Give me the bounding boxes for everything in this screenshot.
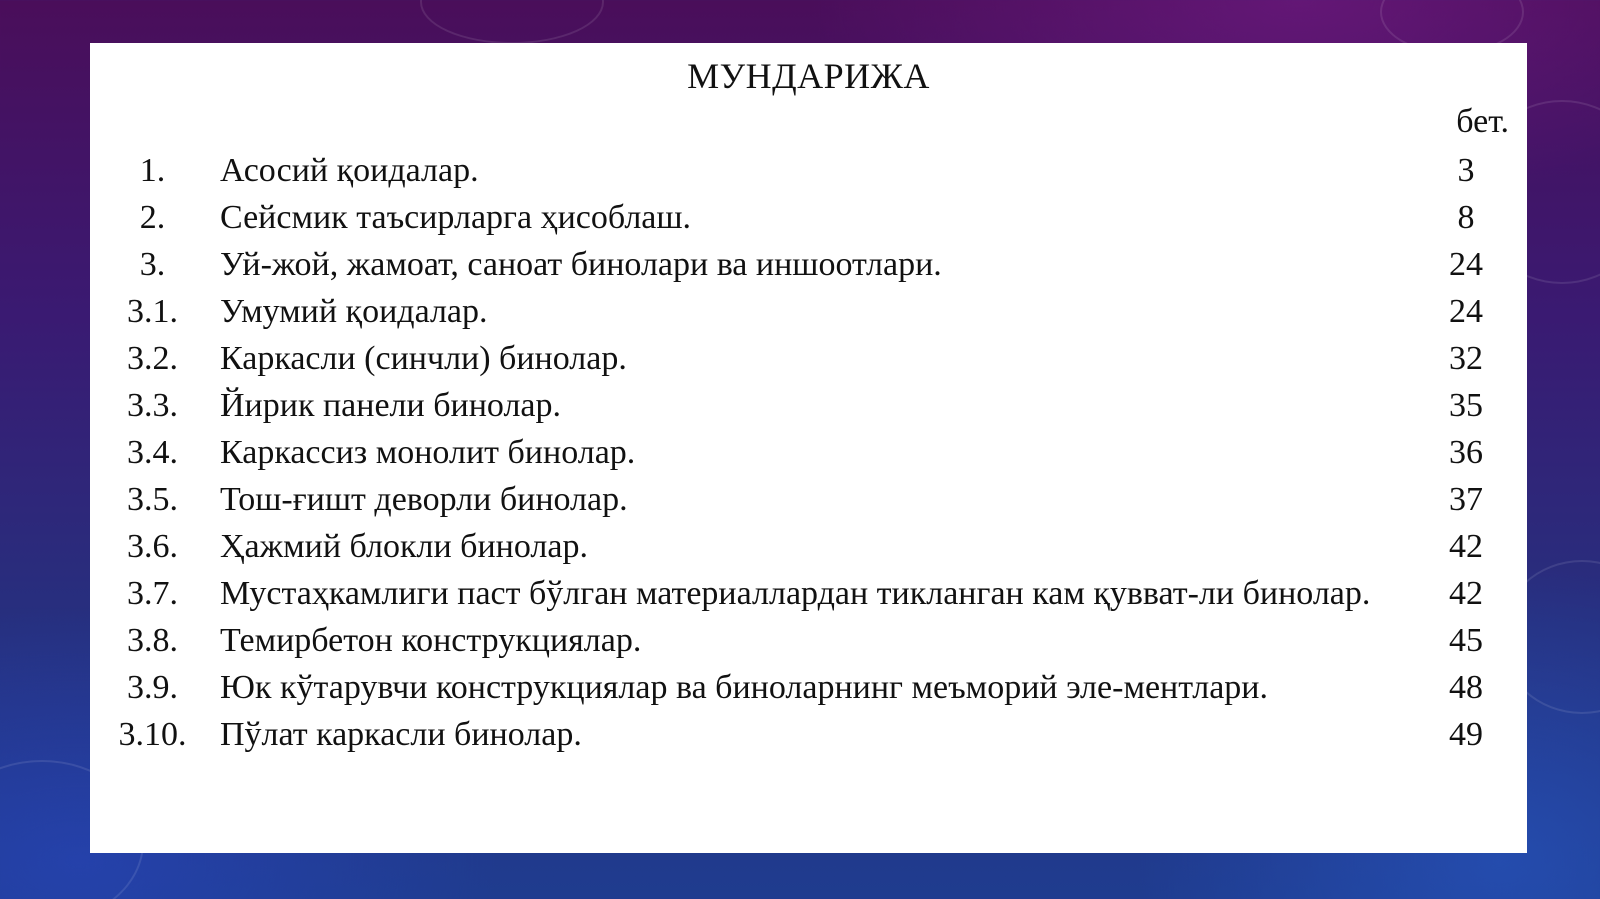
toc-entry-title: Ҳажмий блокли бинолар. (220, 528, 588, 565)
toc-entry-title: Пўлат каркасли бинолар. (220, 716, 582, 753)
toc-entry-number: 3. (139, 246, 166, 283)
toc-entry-page: 24 (1449, 246, 1483, 283)
toc-entry-page: 8 (1457, 199, 1475, 236)
toc-entry (90, 288, 1527, 335)
document-page (90, 43, 1527, 853)
toc-entry-page: 32 (1449, 340, 1483, 377)
toc-entry (90, 147, 1527, 194)
toc-entry-title: Темирбетон конструкциялар. (220, 622, 642, 659)
toc-entry (90, 382, 1527, 429)
toc-entry-number: 3.3. (127, 387, 178, 424)
toc-entry (90, 429, 1527, 476)
toc-entry-number: 3.7. (127, 575, 178, 612)
toc-entry-page: 49 (1449, 716, 1483, 753)
toc-entry-title: Каркасли (синчли) бинолар. (220, 340, 627, 377)
toc-entry-page: 37 (1449, 481, 1483, 518)
toc-entry-number: 3.10. (118, 716, 187, 753)
toc-entry-title: Тош-ғишт деворли бинолар. (220, 481, 628, 518)
toc-entry-title: Умумий қоидалар. (220, 293, 488, 330)
toc-entry (90, 664, 1527, 711)
toc-entry-title: Уй-жой, жамоат, саноат бинолари ва иншоотлари. (220, 246, 942, 283)
toc-entry-page: 42 (1449, 528, 1483, 565)
toc-entry (90, 335, 1527, 382)
toc-entry (90, 476, 1527, 523)
toc-entry-number: 3.2. (127, 340, 178, 377)
toc-entry (90, 523, 1527, 570)
toc-entry-page: 36 (1449, 434, 1483, 471)
toc-entry-title: Йирик панели бинолар. (220, 387, 561, 424)
toc-entry-number: 3.9. (127, 669, 178, 706)
toc-entry-title: Мустаҳкамлиги паст бўлган материаллардан тикланган кам қувват-ли бинолар. (220, 575, 1371, 612)
toc-entry (90, 711, 1527, 758)
toc-entry-page: 3 (1457, 152, 1475, 189)
toc-entry-page: 45 (1449, 622, 1483, 659)
toc-entry-number: 3.8. (127, 622, 178, 659)
document-title: МУНДАРИЖА (687, 56, 930, 96)
toc-entry-number: 3.6. (127, 528, 178, 565)
toc-entry (90, 617, 1527, 664)
toc-entry-page: 24 (1449, 293, 1483, 330)
toc-entry-number: 3.4. (127, 434, 178, 471)
table-of-contents (90, 147, 1527, 758)
toc-entry-page: 35 (1449, 387, 1483, 424)
background-decoration (420, 0, 604, 44)
toc-entry (90, 570, 1527, 617)
toc-entry (90, 241, 1527, 288)
toc-entry (90, 194, 1527, 241)
toc-entry-page: 42 (1449, 575, 1483, 612)
toc-entry-title: Сейсмик таъсирларга ҳисоблаш. (220, 199, 692, 236)
toc-entry-number: 2. (139, 199, 166, 236)
toc-entry-page: 48 (1449, 669, 1483, 706)
toc-entry-number: 1. (139, 152, 166, 189)
toc-entry-title: Каркассиз монолит бинолар. (220, 434, 636, 471)
toc-entry-title: Асосий қоидалар. (220, 152, 479, 189)
toc-entry-number: 3.1. (127, 293, 178, 330)
toc-entry-number: 3.5. (127, 481, 178, 518)
page-column-label: бет. (1456, 103, 1509, 140)
toc-entry-title: Юк кўтарувчи конструкциялар ва биноларнинг меъморий эле-ментлари. (220, 669, 1269, 706)
